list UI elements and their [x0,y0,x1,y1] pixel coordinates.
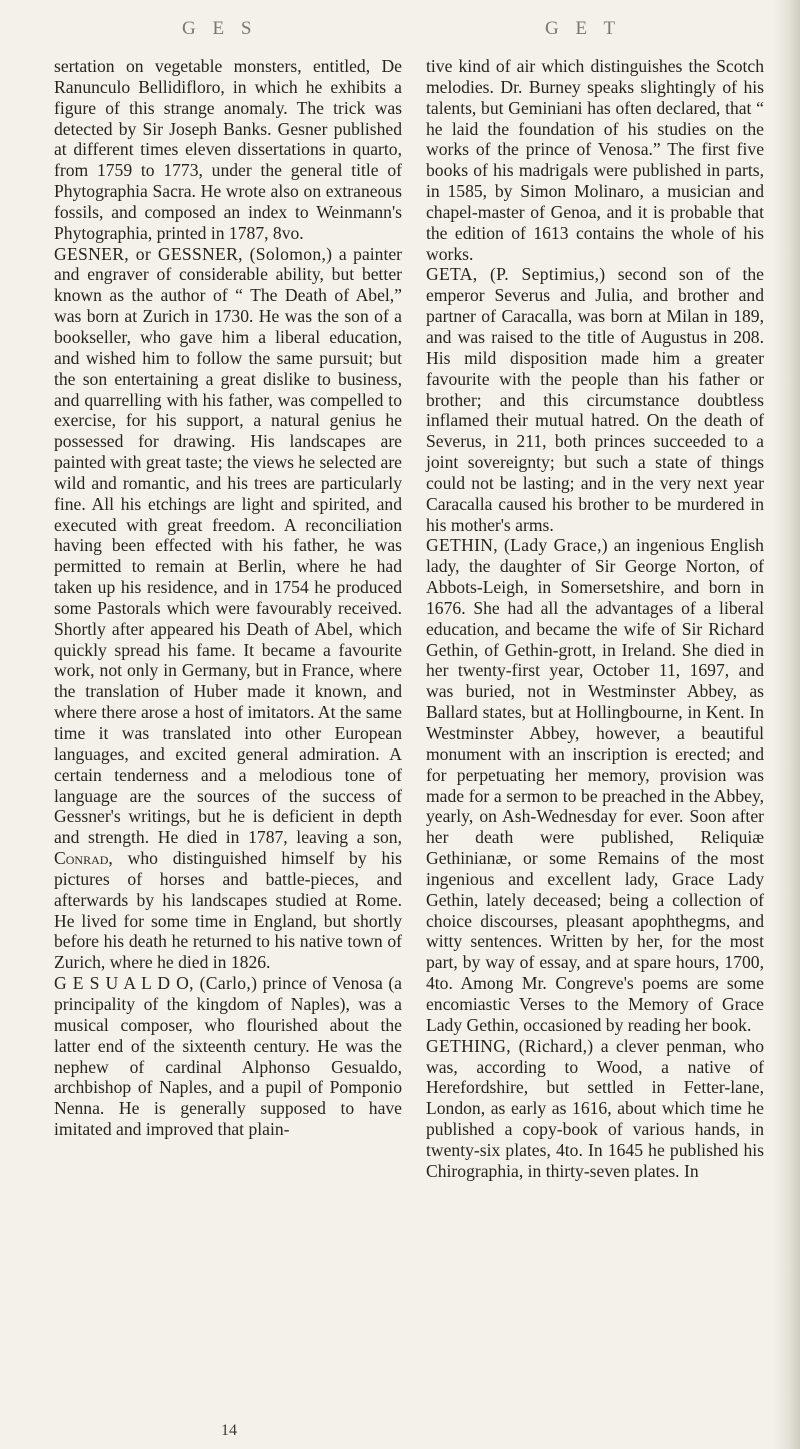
right-column [426,56,764,1182]
entry-headword: GETHING, (Richard,) [426,1035,594,1056]
entry-text: an ingenious English lady, the daughter of Sir George Norton, of Abbots-Leigh, in Somersetshire, and born in 1676. She had all the advantages of a liberal education, and became the wife of Sir Richard Gethin, of Gethin-grott, in Ireland. She died in her twenty-first year, October 11, 1697, and was buried, not in Westminster Abbey, as Ballard states, but at Hollingbourne, in Kent. In Westminster Abbey, however, a beautiful monument with an inscription is erected; and for perpetuating her memory, provision was made for a sermon to be preached in the Abbey, yearly, on Ash-Wednesday for ever. Soon after her death were published, Reliquiæ Gethinianæ, or some Remains of the most ingenious and excellent lady, Grace Lady Gethin, lately deceased; being a collection of choice discourses, pleasant apophthegms, and witty sentences. Written by her, for the most part, by way of essay, and at spare hours, 1700, 4to. Among Mr. Congreve's poems are some encomiastic Verses to the Memory of Grace Lady Gethin, occasioned by reading her book. [426,535,764,1035]
page-number: 14 [221,1422,237,1439]
entry-text: second son of the emperor Severus and Julia, and brother and partner of Caracalla, was born at Milan in 189, and was raised to the title of Augustus in 208. His mild disposition made him a greater favourite with the people than his father or brother; and this circumstance doubtless inflamed their mutual hatred. On the death of Severus, in 211, both princes succeeded to a joint sovereignty; but such a state of things could not be lasting; and in the very next year Caracalla caused his brother to be murdered in his mother's arms. [426,264,764,535]
entry-headword: GESNER, or GESSNER, (Solomon,) [54,243,333,264]
entry-text: , who distinguished himself by his pictures of horses and battle-pieces, and afterwards by his landscapes studied at Rome. He lived for some time in England, but shortly before his death he returned to his native town of Zurich, where he died in 1826. [54,848,402,973]
entry-geta [426,264,764,535]
entry-headword: G E S U A L D O, (Carlo,) [54,973,258,994]
page-edge-shadow [772,0,800,1449]
running-head-left: G E S [182,18,258,39]
entry-gesualdo [54,973,402,1140]
continued-entry-paragraph: tive kind of air which distinguishes the Scotch melodies. Dr. Burney speaks slightingly of his talents, but Geminiani has often declared, that “ he laid the foundation of his studies on the works of the prince of Venosa.” The first five books of his madrigals were published in parts, in 1585, by Simon Molinaro, a musician and chapel-master of Genoa, and it is probable that the edition of 1613 contains the whole of his works. [426,56,764,264]
entry-gething-richard [426,1036,764,1182]
running-head-right: G E T [545,18,622,39]
entry-text: a painter and engraver of considerable ability, but better known as the author of “ The Death of Abel,” was born at Zurich in 1730. He was the son of a bookseller, who gave him a liberal education, and wished him to follow the same pursuit; but the son entertaining a great dislike to business, and quarrelling with his father, was compelled to exercise, for his support, a natural genius he possessed for drawing. His landscapes are painted with great taste; the views he selected are wild and romantic, and his trees are particularly fine. All his etchings are light and spirited, and executed with great freedom. A reconciliation having been effected with his father, he was permitted to remain at Berlin, where he had taken up his residence, and in 1754 he produced some Pastorals which were favourably received. Shortly after appeared his Death of Abel, which quickly spread his fame. It became a favourite work, not only in Germany, but in France, where the translation of Huber made it known, and where there arose a host of imitators. At the same time it was translated into other European languages, and excited general admiration. A certain tenderness and a melodious tone of language are the sources of the success of Gessner's writings, but he is deficient in depth and strength. He died in 1787, leaving a son, [54,243,403,848]
continued-entry-paragraph: sertation on vegetable monsters, entitled, De Ranunculo Bellidifloro, in which he exhibits a figure of this strange anomaly. The trick was detected by Sir Joseph Banks. Gesner published at different times eleven dissertations in quarto, from 1759 to 1773, under the general title of Phytographia Sacra. He wrote also on extraneous fossils, and composed an index to Weinmann's Phytographia, printed in 1787, 8vo. [54,56,402,243]
entry-text: prince of Venosa (a principality of the kingdom of Naples), was a musical composer, who flourished about the latter end of the sixteenth century. He was the nephew of cardinal Alphonso Gesualdo, archbishop of Naples, and a pupil of Pomponio Nenna. He is generally supposed to have imitated and improved that plain- [54,973,402,1140]
entry-headword: GETA, (P. Septimius,) [426,264,606,285]
entry-gessner [54,244,402,974]
entry-gethin-grace [426,535,764,1035]
entry-headword: GETHIN, (Lady Grace,) [426,535,608,556]
entry-son-name: Conrad [54,848,109,869]
left-column [54,56,402,1140]
entry-text: a clever penman, who was, according to Wood, a native of Herefordshire, but settled in Fetter-lane, London, as early as 1616, about which time he published a copy-book of various hands, in twenty-six plates, 4to. In 1645 he published his Chirographia, in thirty-seven plates. In [426,1035,765,1181]
